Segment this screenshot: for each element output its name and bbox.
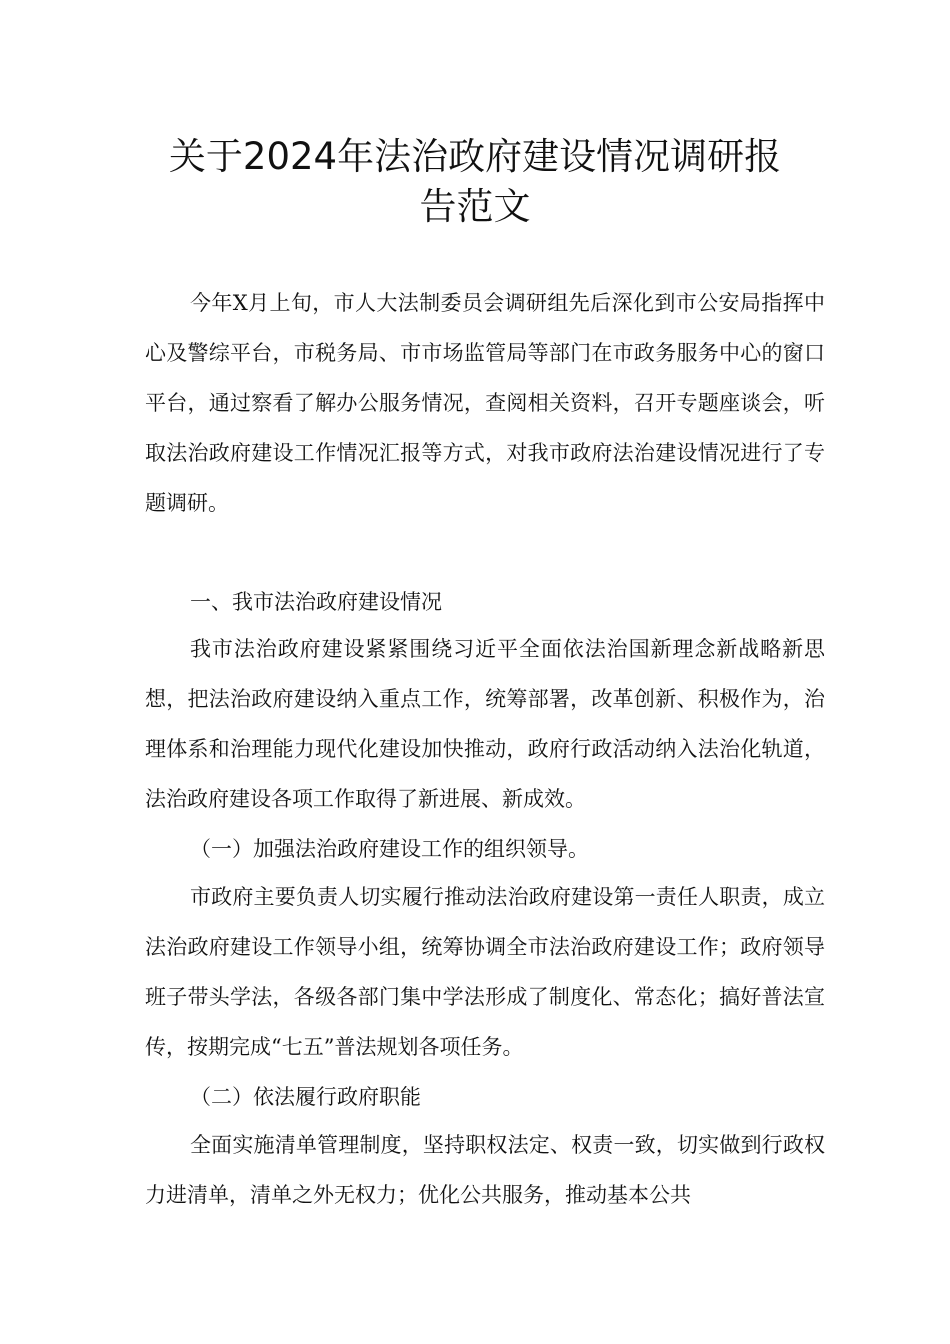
subsection-1-paragraph: 市政府主要负责人切实履行推动法治政府建设第一责任人职责，成立法治政府建设工作领导小组，统筹协调全市法治政府建设工作；政府领导班子带头学法，各级各部门集中学法形成了制度化、常态化；搞好普法宣传，按期完成“七五”普法规划各项任务。 bbox=[145, 885, 825, 1059]
section-1-paragraph: 我市法治政府建设紧紧围绕习近平全面依法治国新理念新战略新思想，把法治政府建设纳入重点工作，统筹部署，改革创新、积极作为，治理体系和治理能力现代化建设加快推动，政府行政活动纳入法治化轨道，法治政府建设各项工作取得了新进展、新成效。 bbox=[145, 637, 825, 811]
section-1-heading: 一、我市法治政府建设情况 bbox=[190, 590, 442, 614]
document-title-line-2: 告范文 bbox=[419, 185, 531, 228]
subsection-2-paragraph: 全面实施清单管理制度，坚持职权法定、权责一致，切实做到行政权力进清单，清单之外无权力；优化公共服务，推动基本公共 bbox=[145, 1133, 825, 1207]
subsection-1-heading: （一）加强法治政府建设工作的组织领导。 bbox=[190, 837, 589, 861]
intro-paragraph: 今年X月上旬，市人大法制委员会调研组先后深化到市公安局指挥中心及警综平台，市税务局、市市场监管局等部门在市政务服务中心的窗口平台，通过察看了解办公服务情况，查阅相关资料，召开专题座谈会，听取法治政府建设工作情况汇报等方式，对我市政府法治建设情况进行了专题调研。 bbox=[145, 291, 825, 515]
document-title-line-1: 关于2024年法治政府建设情况调研报 bbox=[168, 135, 782, 178]
subsection-2-heading: （二）依法履行政府职能 bbox=[190, 1085, 421, 1109]
